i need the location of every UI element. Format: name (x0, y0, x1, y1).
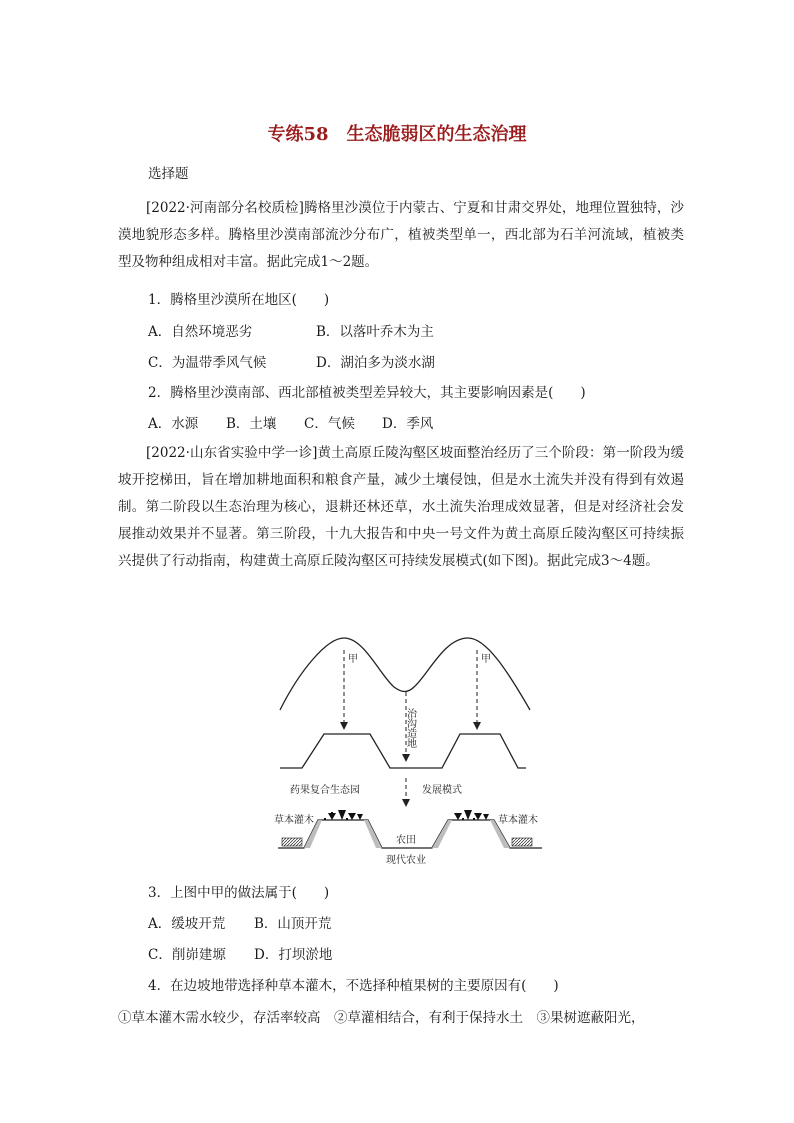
label-jia-left: 甲 (348, 654, 358, 665)
tree-icons-left (324, 810, 363, 820)
original-hill-profile (280, 638, 530, 710)
q2-option-a: A．水源 (148, 416, 199, 432)
q1-option-c: C．为温带季风气候 (148, 355, 267, 371)
label-orchard: 药果复合生态园 (290, 785, 360, 796)
q4-options-line: ①草本灌木需水较少，存活率较高 ②草灌相结合，有利于保持水土 ③果树遮蔽阳光， (118, 1010, 645, 1026)
page-title: 专练58 生态脆弱区的生态治理 (267, 124, 527, 145)
passage-1-text: [2022·河南部分名校质检]腾格里沙漠位于内蒙古、宁夏和甘肃交界处，地理位置独特，沙漠地貌形态多样。腾格里沙漠南部流沙分布广，植被类型单一，西北部为石羊河流域，植被类型及物种组成相对丰富。据此完成1～2题。 (118, 200, 684, 270)
label-dev-mode: 发展模式 (422, 785, 462, 796)
q3-options-row2 (148, 945, 332, 965)
label-grass-left: 草本灌木 (274, 815, 314, 826)
q1-option-b: B．以落叶乔木为主 (316, 324, 434, 340)
q4-stem: 4．在边坡地带选择种草本灌木，不选择种植果树的主要原因有( ) (148, 978, 559, 994)
terrain-diagram (272, 630, 562, 870)
q1-option-d: D．湖泊多为淡水湖 (316, 355, 435, 371)
q2-options (148, 414, 433, 434)
label-modern-ag: 现代农业 (386, 855, 426, 866)
label-gully: 治沟造地 (404, 708, 416, 748)
q1-stem: 1．腾格里沙漠所在地区( ) (148, 292, 330, 308)
q1-options-row2 (148, 353, 435, 373)
q3-option-b: B．山顶开荒 (254, 916, 332, 932)
q2-option-d: D．季风 (382, 416, 434, 432)
section-label: 选择题 (148, 166, 189, 182)
q1-option-a: A．自然环境恶劣 (148, 324, 253, 340)
q3-option-d: D．打坝淤地 (254, 947, 333, 963)
passage-1 (118, 195, 684, 276)
terraced-profile (280, 734, 526, 768)
passage-2-text: [2022·山东省实验中学一诊]黄土高原丘陵沟壑区坡面整治经历了三个阶段：第一阶段为缓坡开挖梯田，旨在增加耕地面积和粮食产量，减少土壤侵蚀，但是水土流失并没有得到有效遏制。第二阶段以生态治理为核心，退耕还林还草，水土流失治理成效显著，但是对经济社会发展推动效果并不显著。第三阶段，十九大报告和中央一号文件为黄土高原丘陵沟壑区可持续振兴提供了行动指南，构建黄土高原丘陵沟壑区可持续发展模式(如下图)。据此完成3～4题。 (118, 445, 684, 569)
grass-block-right (512, 838, 532, 846)
q3-option-c: C．削峁建塬 (148, 947, 226, 963)
passage-2 (118, 440, 684, 575)
tree-icons-right (454, 810, 489, 820)
label-grass-right: 草本灌木 (498, 815, 538, 826)
q2-option-b: B．土壤 (226, 416, 277, 432)
q3-option-a: A．缓坡开荒 (148, 916, 226, 932)
q2-option-c: C．气候 (304, 416, 355, 432)
q2-stem: 2．腾格里沙漠南部、西北部植被类型差异较大，其主要影响因素是( ) (148, 385, 586, 401)
q3-stem: 3．上图中甲的做法属于( ) (148, 885, 330, 901)
label-farmland: 农田 (396, 835, 416, 846)
grass-block-left (282, 838, 302, 846)
q1-options-row1 (148, 322, 434, 342)
label-jia-right: 甲 (481, 654, 491, 665)
q3-options-row1 (148, 914, 331, 934)
